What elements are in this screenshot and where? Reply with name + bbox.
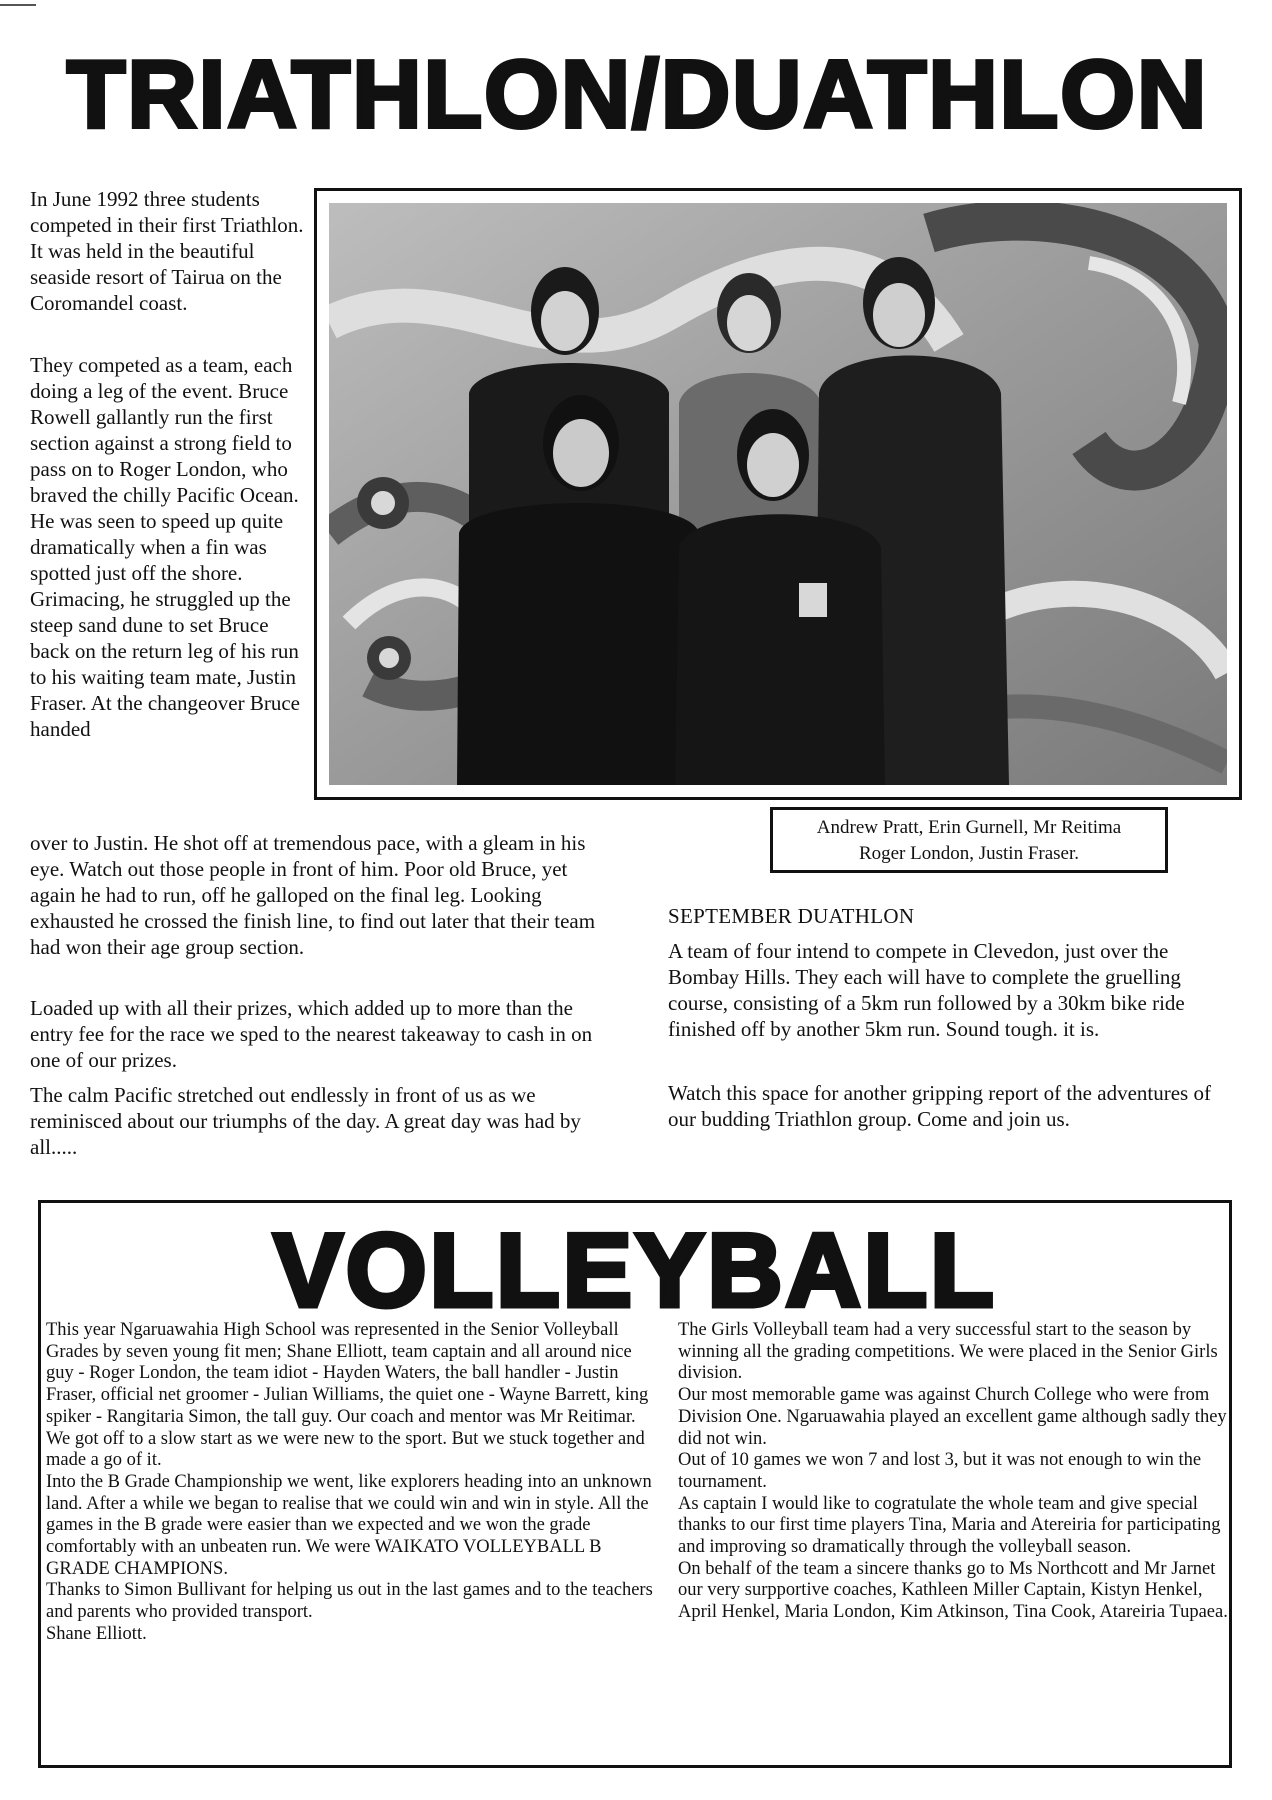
girls-results-paragraph: Out of 10 games we won 7 and lost 3, but it was not enough to win the tournament. bbox=[678, 1450, 1202, 1492]
boys-signature: Shane Elliott. bbox=[46, 1623, 147, 1644]
triathlon-intro-paragraph: In June 1992 three students competed in their first Triathlon. It was held in the beautiful seaside resort of Tairua on the Coromandel coast. bbox=[30, 187, 304, 315]
triathlon-race-paragraph: They competed as a team, each doing a leg of the event. Bruce Rowell gallantly run the first section against a strong field to pass on to Roger London, who braved the chilly Pacific Ocean. He was seen to speed up quite dramatically when a fin was spotted just off the shore. Grimacing, he struggled up the steep sand dune to set Bruce back on the return leg of his run to his waiting team mate, Justin Fraser. At the changeover Bruce handed bbox=[30, 353, 300, 741]
triathlon-finish-paragraph: over to Justin. He shot off at tremendous pace, with a gleam in his eye. Watch out those people in front of him. Poor old Bruce, yet again he had to run, off he galloped on the final leg. Looking exhausted he crossed the finish line, to find out later that their team had won their age group section. bbox=[30, 831, 596, 959]
volleyball-title: VOLLEYBALL bbox=[273, 1213, 997, 1329]
duathlon-heading: SEPTEMBER DUATHLON bbox=[668, 904, 915, 928]
triathlon-closing-paragraph: The calm Pacific stretched out endlessly in front of us as we reminisced about our triumphs of the day. A great day was had by all..... bbox=[30, 1083, 581, 1159]
duathlon-plan-paragraph: A team of four intend to compete in Clevedon, just over the Bombay Hills. They each will have to complete the gruelling course, consisting of a 5km run followed by a 30km bike ride finished off by another 5km run. Sound tough. it is. bbox=[668, 939, 1185, 1041]
girls-captain-paragraph: As captain I would like to cogratulate the whole team and give special thanks to our first time players Tina, Maria and Atereiria for participating and improving so dramatically through the volleyball season. bbox=[678, 1493, 1221, 1558]
duathlon-invite-paragraph: Watch this space for another gripping report of the adventures of our budding Triathlon group. Come and join us. bbox=[668, 1081, 1211, 1131]
boys-thanks-paragraph: Thanks to Simon Bullivant for helping us out in the last games and to the teachers and parents who provided transport. bbox=[46, 1580, 653, 1623]
girls-thanks-paragraph: On behalf of the team a sincere thanks go to Ms Northcott and Mr Jarnet our very surpportive coaches, Kathleen Miller Captain, Kistyn Henkel, April Henkel, Maria London, Kim Atkinson, Tina Cook, Atareiria Tupaea. bbox=[678, 1558, 1228, 1623]
triathlon-title: TRIATHLON/DUATHLON bbox=[66, 41, 1209, 148]
boys-team-paragraph: This year Ngaruawahia High School was represented in the Senior Volleyball Grades by seven young fit men; Shane Elliott, team captain and all around nice guy - Roger London, the team idiot - Hayden Waters, the ball handler - Justin Fraser, official net groomer - Julian Williams, the quiet one - Wayne Barrett, king spiker - Rangitaria Simon, the tall guy. Our coach and mentor was Mr Reitimar. bbox=[46, 1320, 649, 1427]
boys-volleyball-column bbox=[46, 1320, 656, 1646]
photo-caption bbox=[770, 807, 1168, 873]
girls-volleyball-column bbox=[678, 1320, 1228, 1624]
girls-memorable-game-paragraph: Our most memorable game was against Church College who were from Division One. Ngaruawahia played an excellent game although sadly they did not win. bbox=[678, 1385, 1227, 1449]
triathlon-prizes-paragraph: Loaded up with all their prizes, which added up to more than the entry fee for the race we sped to the nearest takeaway to cash in on one of our prizes. bbox=[30, 996, 593, 1072]
boys-start-paragraph: We got off to a slow start as we were new to the sport. But we stuck together and made a go of it. bbox=[46, 1428, 645, 1471]
caption-line-2: Roger London, Justin Fraser. bbox=[858, 843, 1080, 864]
scan-corner-mark bbox=[0, 4, 36, 6]
team-photo bbox=[329, 203, 1227, 785]
team-photo-frame bbox=[314, 188, 1242, 800]
girls-season-paragraph: The Girls Volleyball team had a very successful start to the season by winning all the grading competitions. We were placed in the Senior Girls division. bbox=[678, 1320, 1218, 1384]
caption-line-1: Andrew Pratt, Erin Gurnell, Mr Reitima bbox=[816, 817, 1122, 838]
boys-championship-paragraph: Into the B Grade Championship we went, like explorers heading into an unknown land. After a while we began to realise that we could win and win in style. All the games in the B grade were easier than we expected and we won the grade comfortably with an unbeaten run. We were WAIKATO VOLLEYBALL B GRADE CHAMPIONS. bbox=[46, 1471, 652, 1579]
